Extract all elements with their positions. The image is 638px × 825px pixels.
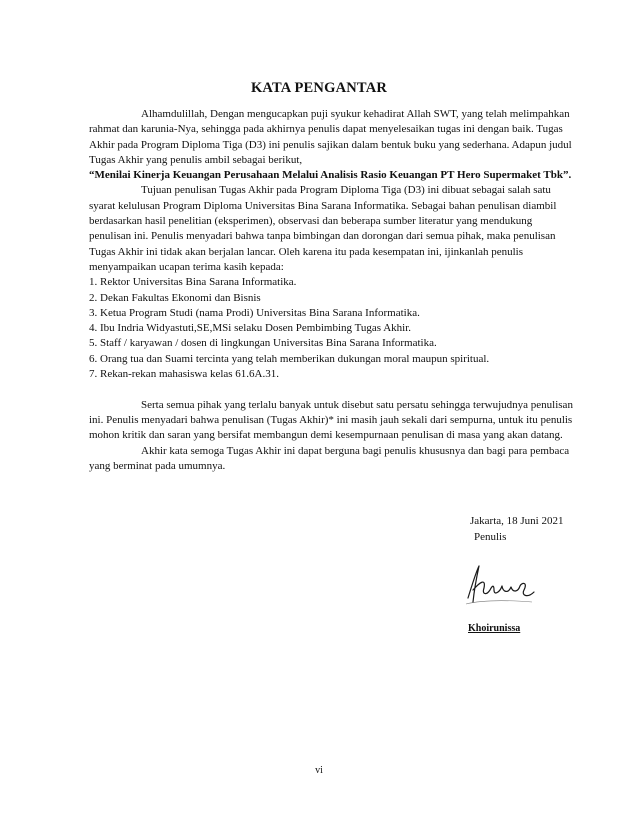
signer-name: Khoirunissa [468, 623, 521, 634]
signature-image [462, 560, 542, 610]
paragraph-purpose: Tujuan penulisan Tugas Akhir pada Program Diploma Tiga (D3) ini dibuat sebagai salah satu syarat kelulusan Program Diploma Universitas Bina Sarana Informatika. Sebagai bahan penulisan diambil berdasarkan hasil penelitian (eksperimen), observasi dan beberapa sumber literatur yang mendukung penulisan ini. Penulis menyadari bahwa tanpa bimbingan dan dorongan dari semua pihak, maka penulisan Tugas Akhir ini tidak akan berjalan lancar. Oleh karena itu pada kesempatan ini, ijinkanlah penulis menyampaikan ucapan terima kasih kepada: [89, 184, 557, 273]
thesis-title: “Menilai Kinerja Keuangan Perusahaan Melalui Analisis Rasio Keuangan PT Hero Supermaket Tbk”. [89, 169, 572, 182]
list-item: 6. Orang tua dan Suami tercinta yang telah memberikan dukungan moral maupun spiritual. [89, 352, 490, 365]
thanks-list [89, 275, 574, 382]
list-item: 4. Ibu Indria Widyastuti,SE,MSi selaku Dosen Pembimbing Tugas Akhir. [89, 322, 412, 335]
page-title: KATA PENGANTAR [250, 80, 388, 96]
paragraph-acknowledgement: Serta semua pihak yang terlalu banyak untuk disebut satu persatu sehingga terwujudnya penulisan ini. Penulis menyadari bahwa penulisan (Tugas Akhir)* ini masih jauh sekali dari sempurna, untuk itu penulis mohon kritik dan saran yang bersifat membangun demi kesempurnaan penulisan di masa yang akan datang. [89, 398, 573, 442]
list-item: 2. Dekan Fakultas Ekonomi dan Bisnis [89, 291, 261, 304]
paragraph-opening-text: Alhamdulillah, Dengan mengucapkan puji syukur kehadirat Allah SWT, yang telah melimpahkan rahmat dan karunia-Nya, sehingga pada akhirnya penulis dapat menyelesaikan tugas ini dengan baik. Tugas Akhir pada Program Diploma Tiga (D3) ini penulis sajikan dalam bentuk buku yang sederhana. Adapun judul Tugas Akhir yang penulis ambil sebagai berikut, [89, 108, 572, 166]
spacer [89, 382, 574, 397]
author-role: Penulis [474, 531, 507, 543]
list-item: 5. Staff / karyawan / dosen di lingkungan Universitas Bina Sarana Informatika. [89, 337, 437, 350]
paragraph-closing: Akhir kata semoga Tugas Akhir ini dapat berguna bagi penulis khususnya dan bagi para pembaca yang berminat pada umumnya. [89, 444, 570, 472]
document-body [89, 107, 574, 474]
page-number: vi [315, 765, 323, 776]
list-item: 7. Rekan-rekan mahasiswa kelas 61.6A.31. [89, 368, 280, 381]
list-item: 3. Ketua Program Studi (nama Prodi) Universitas Bina Sarana Informatika. [89, 306, 420, 319]
paragraph-opening [89, 107, 574, 183]
place-date: Jakarta, 18 Juni 2021 [470, 515, 564, 527]
list-item: 1. Rektor Universitas Bina Sarana Informatika. [89, 276, 297, 289]
